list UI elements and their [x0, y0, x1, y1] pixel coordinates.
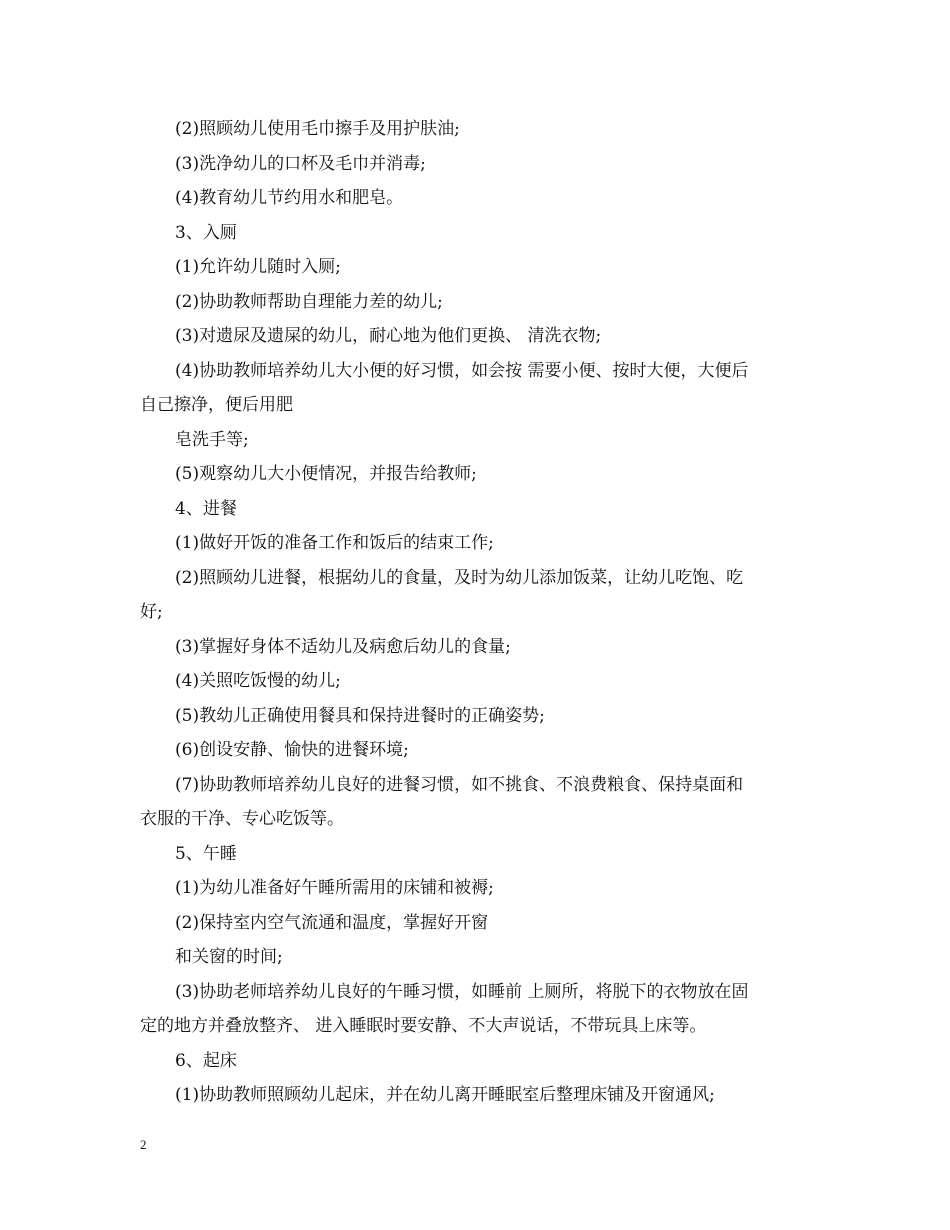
text-line: 6、起床: [175, 1050, 237, 1071]
text-line: 自己擦净，便后用肥: [140, 395, 293, 415]
page-number: 2: [140, 1137, 147, 1152]
text-line: (3)对遗尿及遗屎的幼儿，耐心地为他们更换、 清洗衣物;: [175, 326, 602, 346]
text-line: (3)协助老师培养幼儿良好的午睡习惯，如睡前 上厕所，将脱下的衣物放在固: [175, 981, 749, 1002]
text-line: (1)做好开饭的准备工作和饭后的结束工作;: [175, 533, 494, 553]
text-line: (2)协助教师帮助自理能力差的幼儿;: [175, 291, 443, 312]
text-line: (1)协助教师照顾幼儿起床，并在幼儿离开睡眠室后整理床铺及开窗通风;: [175, 1085, 715, 1105]
text-line: 和关窗的时间;: [175, 947, 283, 967]
text-line: (2)照顾幼儿使用毛巾擦手及用护肤油;: [175, 119, 460, 139]
text-line: (6)创设安静、愉快的进餐环境;: [175, 740, 409, 760]
text-line: (5)观察幼儿大小便情况，并报告给教师;: [175, 464, 477, 484]
text-line: 4、进餐: [175, 498, 237, 519]
text-line: (2)照顾幼儿进餐，根据幼儿的食量，及时为幼儿添加饭菜，让幼儿吃饱、吃: [175, 567, 744, 588]
text-line: (4)协助教师培养幼儿大小便的好习惯，如会按 需要小便、按时大便，大便后: [175, 360, 749, 381]
text-line: 定的地方并叠放整齐、 进入睡眠时要安静、不大声说话，不带玩具上床等。: [140, 1016, 707, 1036]
text-line: (1)为幼儿准备好午睡所需用的床铺和被褥;: [175, 878, 494, 898]
text-line: (2)保持室内空气流通和温度，掌握好开窗: [175, 912, 489, 933]
text-line: (4)教育幼儿节约用水和肥皂。: [175, 188, 404, 208]
text-line: (3)掌握好身体不适幼儿及病愈后幼儿的食量;: [175, 636, 511, 657]
text-line: 5、午睡: [175, 843, 237, 864]
text-line: 好;: [140, 602, 163, 622]
text-line: 皂洗手等;: [175, 429, 249, 450]
text-line: 3、入厕: [175, 222, 237, 243]
text-line: (5)教幼儿正确使用餐具和保持进餐时的正确姿势;: [175, 705, 545, 726]
text-line: (7)协助教师培养幼儿良好的进餐习惯，如不挑食、不浪费粮食、保持桌面和: [175, 774, 744, 795]
text-line: 衣服的干净、专心吃饭等。: [140, 809, 344, 829]
text-line: (3)洗净幼儿的口杯及毛巾并消毒;: [175, 153, 426, 174]
document-body: [140, 112, 820, 1113]
text-line: (4)关照吃饭慢的幼儿;: [175, 671, 341, 691]
text-line: (1)允许幼儿随时入厕;: [175, 257, 341, 277]
